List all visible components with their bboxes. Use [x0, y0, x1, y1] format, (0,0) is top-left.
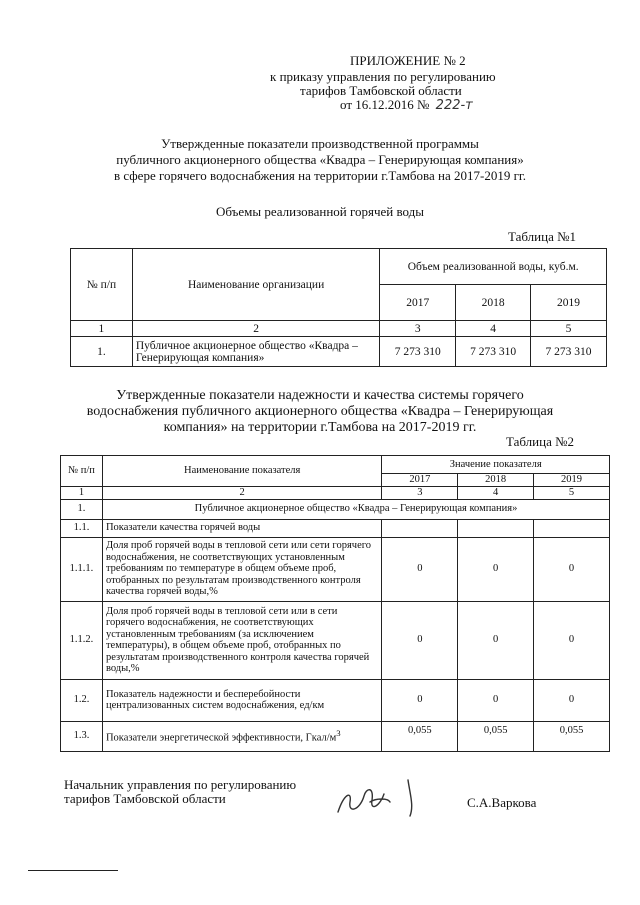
table1-label: Таблица №1 [508, 229, 577, 244]
table2-section-num: 1.1. [61, 519, 103, 537]
table1-row-name: Публичное акционерное общество «Квадра – Генерирующая компания» [132, 337, 380, 367]
handwritten-order-number: 222-т [435, 98, 473, 113]
table1-index: 5 [531, 321, 607, 337]
table1-value: 7 273 310 [456, 337, 531, 367]
table2-value: 0 [458, 679, 534, 721]
table2-label: Таблица №2 [506, 434, 575, 449]
table2-year: 2018 [458, 474, 534, 487]
table2-row-num: 1.3. [61, 721, 103, 751]
table1-index: 3 [380, 321, 456, 337]
table2-row-num: 1.1.2. [61, 601, 103, 679]
table-row [61, 721, 610, 751]
table2-title: Утвержденные показатели надежности и качества системы горячего водоснабжения публичного акционерного общества «Квадра – Генерирующая компания» на территории г.Тамбова на 2017-2019 гг. [86, 388, 554, 435]
table1-value: 7 273 310 [531, 337, 607, 367]
appendix-ref-line: к приказу управления по регулированию [270, 69, 496, 84]
table1-col-name: Наименование организации [132, 249, 380, 321]
table-row [61, 679, 610, 721]
table2-index: 5 [534, 487, 610, 500]
table2-value: 0 [534, 601, 610, 679]
table2-index: 3 [382, 487, 458, 500]
table2-col-num: № п/п [61, 456, 103, 487]
table1-heading: Объемы реализованной горячей воды [215, 204, 425, 219]
table2-org-name: Публичное акционерное общество «Квадра – Генерирующая компания» [102, 499, 609, 519]
table2-col-name: Наименование показателя [102, 456, 381, 487]
table2-value: 0,055 [534, 721, 610, 751]
table2-col-value: Значение показателя [382, 456, 610, 474]
table2-row-name: Доля проб горячей воды в тепловой сети или сети горячего водоснабжения, не соответствующих установленным требованиям по температуре в общем объеме проб, отобранных по результатам производственного контроля качества горячей воды,% [102, 537, 381, 601]
table2-org-num: 1. [61, 499, 103, 519]
signer-name: С.А.Варкова [467, 795, 537, 810]
table2-row-num: 1.1.1. [61, 537, 103, 601]
table-row [61, 537, 610, 601]
table2-value: 0 [534, 679, 610, 721]
table1-col-num: № п/п [71, 249, 133, 321]
appendix-title: ПРИЛОЖЕНИЕ № 2 [350, 53, 466, 68]
table2-year: 2019 [534, 474, 610, 487]
table2-value: 0,055 [382, 721, 458, 751]
table2-section-name: Показатели качества горячей воды [102, 519, 381, 537]
table2-row-name: Показатель надежности и бесперебойности централизованных систем водоснабжения, ед/км [102, 679, 381, 721]
table2-value: 0,055 [458, 721, 534, 751]
table1-year: 2019 [531, 285, 607, 321]
table2-value: 0 [458, 601, 534, 679]
table-row [61, 601, 610, 679]
table1-index: 1 [71, 321, 133, 337]
table2-index: 1 [61, 487, 103, 500]
table2-value: 0 [534, 537, 610, 601]
footer-divider [28, 870, 118, 871]
table1-row-num: 1. [71, 337, 133, 367]
table2-value: 0 [458, 537, 534, 601]
handwritten-signature [330, 772, 450, 822]
table1-year: 2018 [456, 285, 531, 321]
signer-title: Начальник управления по регулированию тарифов Тамбовской области [64, 777, 297, 806]
table1-col-volume: Объем реализованной воды, куб.м. [380, 249, 607, 285]
table1-index: 2 [132, 321, 380, 337]
table-row [71, 337, 607, 367]
table2-row-name: Показатели энергетической эффективности, Гкал/$м^3$ [102, 721, 381, 751]
appendix-date-line: от 16.12.2016 № 222-т [340, 97, 473, 113]
appendix-ref-line: тарифов Тамбовской области [300, 83, 462, 98]
table2-index: 2 [102, 487, 381, 500]
volume-table [70, 248, 607, 367]
table2-value: 0 [382, 537, 458, 601]
table-row [61, 499, 610, 519]
table2-value: 0 [382, 601, 458, 679]
table2-value: 0 [382, 679, 458, 721]
document-title: Утвержденные показатели производственной программы публичного акционерного общества «Квадра – Генерирующая компания» в сфере горячего водоснабжения на территории г.Тамбова на 2017-2019 гг. [113, 136, 527, 183]
table1-year: 2017 [380, 285, 456, 321]
table1-value: 7 273 310 [380, 337, 456, 367]
table2-index: 4 [458, 487, 534, 500]
table2-year: 2017 [382, 474, 458, 487]
table1-index: 4 [456, 321, 531, 337]
quality-table [60, 455, 610, 752]
table2-row-num: 1.2. [61, 679, 103, 721]
table-row [61, 519, 610, 537]
table2-row-name: Доля проб горячей воды в тепловой сети или в сети горячего водоснабжения, не соответствующих установленным требованиям (за исключением температуры), в общем объеме проб, отобранных по результатам производственного контроля качества горячей воды,% [102, 601, 381, 679]
